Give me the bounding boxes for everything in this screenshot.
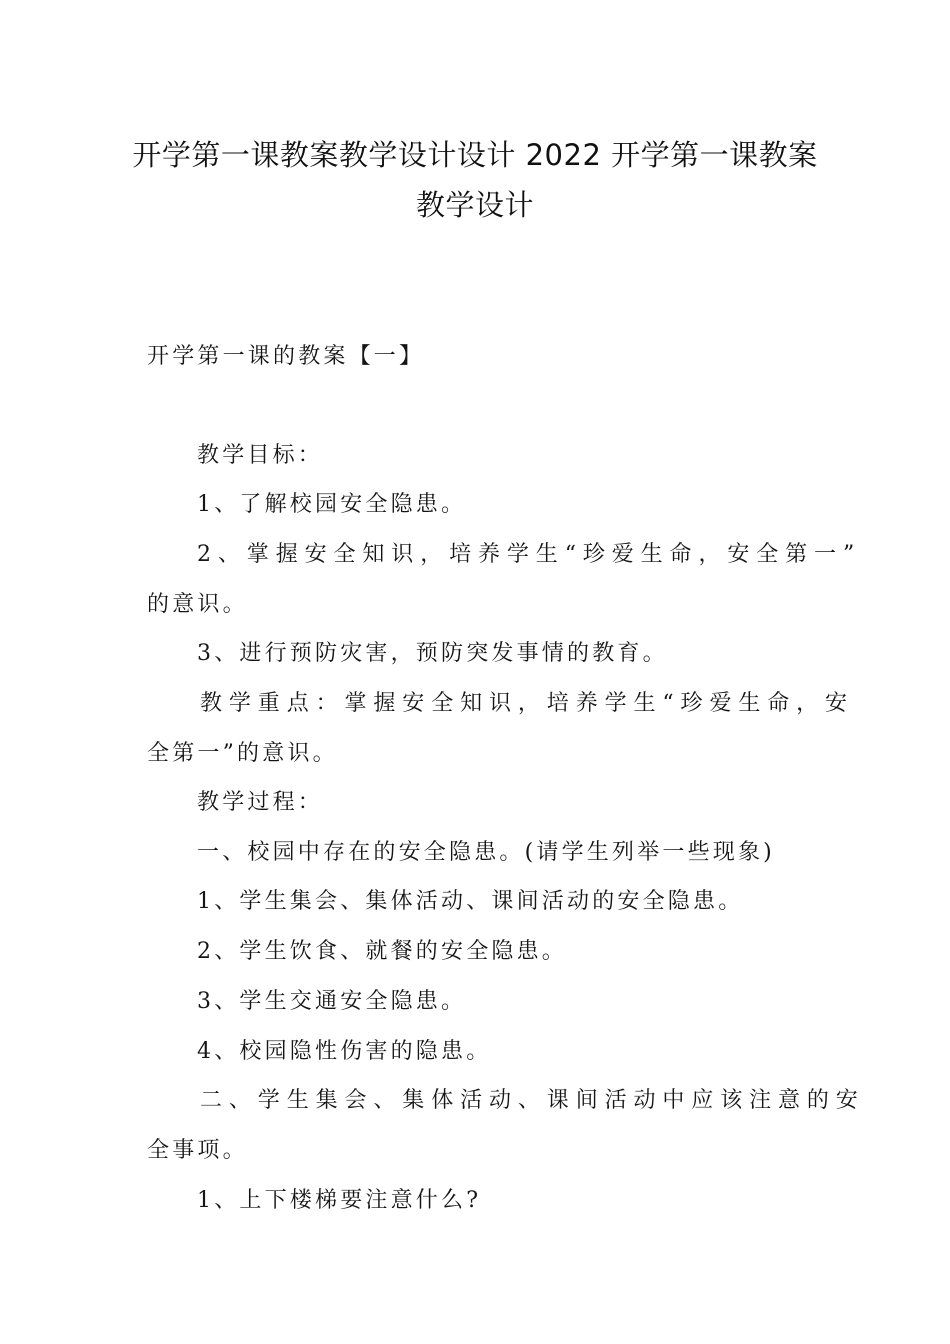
- section-heading: 开学第一课的教案【一】: [147, 344, 425, 369]
- process-label: 教学过程：: [197, 790, 324, 815]
- process-part-2-line-1: 二、学生集会、集体活动、课间活动中应该注意的安: [200, 1088, 865, 1113]
- process-part-1: 一、校园中存在的安全隐患。(请学生列举一些现象): [197, 840, 775, 865]
- objective-item-2-line-1: 2、掌握安全知识，培养学生“珍爱生命，安全第一”: [197, 542, 862, 567]
- process-part-1-item-1: 1、学生集会、集体活动、课间活动的安全隐患。: [197, 889, 744, 914]
- objectives-label: 教学目标：: [197, 443, 324, 468]
- objective-item-2-line-2: 的意识。: [147, 592, 248, 617]
- document-title-line-1: 开学第一课教案教学设计设计 2022 开学第一课教案: [132, 138, 818, 172]
- process-part-2-item-1: 1、上下楼梯要注意什么?: [197, 1188, 482, 1213]
- key-point-line-2: 全第一”的意识。: [147, 741, 338, 766]
- objective-item-3: 3、进行预防灾害，预防突发事情的教育。: [197, 641, 668, 666]
- key-point-line-1: 教学重点：掌握安全知识，培养学生“珍爱生命，安: [200, 691, 854, 716]
- process-part-1-item-3: 3、学生交通安全隐患。: [197, 989, 467, 1014]
- process-part-1-item-4: 4、校园隐性伤害的隐患。: [197, 1039, 492, 1064]
- process-part-2-line-2: 全事项。: [147, 1138, 248, 1163]
- objective-item-1: 1、了解校园安全隐患。: [197, 492, 467, 517]
- document-title-line-2: 教学设计: [415, 188, 534, 222]
- process-part-1-item-2: 2、学生饮食、就餐的安全隐患。: [197, 939, 567, 964]
